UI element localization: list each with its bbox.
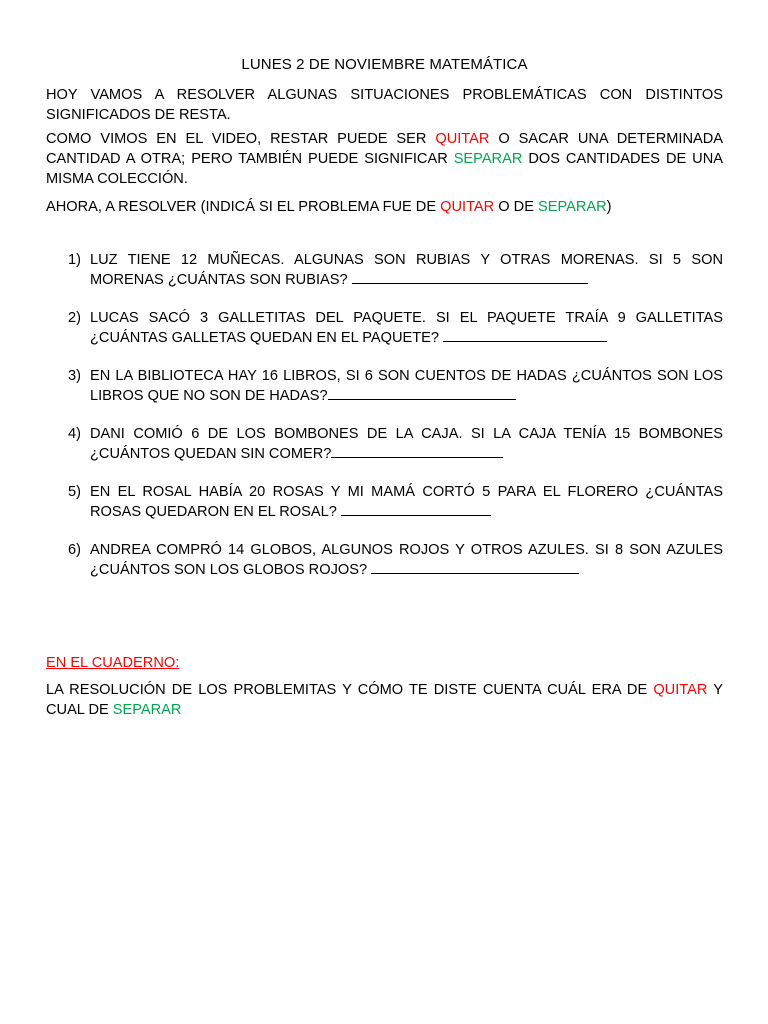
problem-item	[46, 309, 723, 348]
explanation-paragraph	[46, 129, 723, 189]
problem-number: 6)	[68, 542, 81, 558]
problem-text: EN EL ROSAL HABÍA 20 ROSAS Y MI MAMÁ CORTÓ 5 PARA EL FLORERO ¿CUÁNTAS ROSAS QUEDARON EN EL ROSAL?	[90, 484, 723, 520]
instruction-text-1: AHORA, A RESOLVER (INDICÁ SI EL PROBLEMA FUE DE	[46, 199, 441, 215]
separar-keyword: SEPARAR	[112, 702, 182, 718]
problem-number: 2)	[68, 310, 81, 326]
notebook-instruction	[46, 680, 723, 720]
answer-line[interactable]	[328, 387, 516, 400]
problem-text: EN LA BIBLIOTECA HAY 16 LIBROS, SI 6 SON CUENTOS DE HADAS ¿CUÁNTOS SON LOS LIBROS QUE NO SON DE HADAS?	[90, 368, 723, 404]
quitar-keyword: QUITAR	[435, 131, 490, 147]
quitar-keyword: QUITAR	[653, 682, 708, 698]
intro-paragraph: HOY VAMOS A RESOLVER ALGUNAS SITUACIONES PROBLEMÁTICAS CON DISTINTOS SIGNIFICADOS DE RESTA.	[46, 87, 723, 123]
problem-text: LUZ TIENE 12 MUÑECAS. ALGUNAS SON RUBIAS Y OTRAS MORENAS. SI 5 SON MORENAS ¿CUÁNTAS SON RUBIAS?	[90, 252, 723, 288]
notebook-text-2: Y CUAL DE	[46, 682, 723, 718]
problem-number: 5)	[68, 484, 81, 500]
page-title: LUNES 2 DE NOVIEMBRE MATEMÁTICA	[241, 56, 528, 73]
answer-line[interactable]	[352, 271, 588, 284]
instruction-text-3: )	[606, 199, 612, 215]
explanation-text-3: DOS CANTIDADES DE UNA MISMA COLECCIÓN.	[46, 151, 723, 187]
answer-line[interactable]	[341, 503, 491, 516]
problem-item	[46, 251, 723, 290]
explanation-text-1: COMO VIMOS EN EL VIDEO, RESTAR PUEDE SER	[46, 131, 436, 147]
problem-text: DANI COMIÓ 6 DE LOS BOMBONES DE LA CAJA. SI LA CAJA TENÍA 15 BOMBONES ¿CUÁNTOS QUEDAN SIN COMER?	[90, 426, 723, 462]
answer-line[interactable]	[371, 561, 579, 574]
problem-text: ANDREA COMPRÓ 14 GLOBOS, ALGUNOS ROJOS Y OTROS AZULES. SI 8 SON AZULES ¿CUÁNTOS SON LOS GLOBOS ROJOS?	[90, 542, 723, 578]
notebook-heading: EN EL CUADERNO:	[46, 655, 180, 671]
quitar-keyword: QUITAR	[440, 199, 495, 215]
problem-item	[46, 541, 723, 580]
problem-list	[46, 251, 723, 599]
notebook-text-1: LA RESOLUCIÓN DE LOS PROBLEMITAS Y CÓMO TE DISTE CUENTA CUÁL ERA DE	[46, 682, 654, 698]
problem-number: 4)	[68, 426, 81, 442]
problem-item	[46, 425, 723, 464]
problem-number: 1)	[68, 252, 81, 268]
answer-line[interactable]	[443, 329, 607, 342]
problem-item	[46, 367, 723, 406]
problem-item	[46, 483, 723, 522]
answer-line[interactable]	[331, 445, 503, 458]
separar-keyword: SEPARAR	[453, 151, 523, 167]
separar-keyword: SEPARAR	[538, 199, 607, 215]
instruction-text-2: O DE	[494, 199, 538, 215]
problem-text: LUCAS SACÓ 3 GALLETITAS DEL PAQUETE. SI EL PAQUETE TRAÍA 9 GALLETITAS ¿CUÁNTAS GALLETAS QUEDAN EN EL PAQUETE?	[90, 310, 723, 346]
explanation-text-2: O SACAR UNA DETERMINADA CANTIDAD A OTRA; PERO TAMBIÉN PUEDE SIGNIFICAR	[46, 131, 723, 167]
problem-number: 3)	[68, 368, 81, 384]
instruction-paragraph	[46, 197, 723, 217]
